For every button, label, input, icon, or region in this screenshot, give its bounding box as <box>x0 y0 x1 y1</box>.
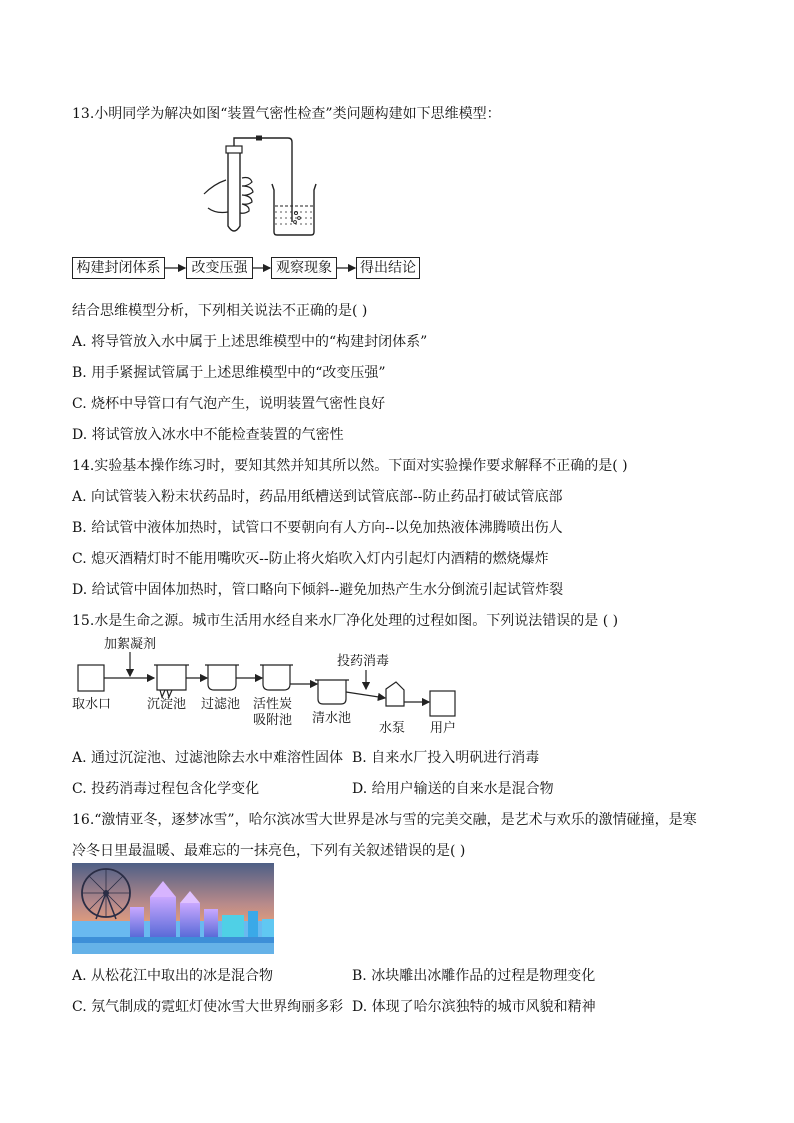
flow-box-observe: 观察现象 <box>271 257 337 279</box>
q15-stem: 15.水是生命之源。城市生活用水经自来水厂净化处理的过程如图。下列说法错误的是 ( ) <box>72 613 619 629</box>
q13-option-a[interactable]: A. 将导管放入水中属于上述思维模型中的“构建封闭体系” <box>72 334 428 350</box>
q16-option-c[interactable]: C. 氖气制成的霓虹灯使冰雪大世界绚丽多彩 <box>72 999 344 1015</box>
label-intake: 取水口 <box>72 697 112 712</box>
q15-option-c[interactable]: C. 投药消毒过程包含化学变化 <box>72 781 260 797</box>
q15-option-a[interactable]: A. 通过沉淀池、过滤池除去水中难溶性固体 <box>72 750 344 766</box>
q13-stem: 13.小明同学为解决如图“装置气密性检查”类问题构建如下思维模型： <box>72 106 501 122</box>
label-add-disinfectant: 投药消毒 <box>337 654 390 669</box>
q14-option-d[interactable]: D. 给试管中固体加热时，管口略向下倾斜--避免加热产生水分倒流引起试管炸裂 <box>72 582 564 598</box>
q14-option-c[interactable]: C. 熄灭酒精灯时不能用嘴吹灭--防止将火焰吹入灯内引起灯内酒精的燃烧爆炸 <box>72 551 549 567</box>
q16-stem-line2: 冷冬日里最温暖、最难忘的一抹亮色，下列有关叙述错误的是( ) <box>72 843 466 859</box>
label-carbon-1: 活性炭 <box>253 697 293 712</box>
q14-stem: 14.实验基本操作练习时，要知其然并知其所以然。下面对实验操作要求解释不正确的是( ) <box>72 458 628 474</box>
label-clear-water: 清水池 <box>312 711 352 726</box>
ice-snow-world-photo <box>72 863 274 954</box>
q13-prompt: 结合思维模型分析，下列相关说法不正确的是( ) <box>72 303 368 319</box>
q15-option-d[interactable]: D. 给用户输送的自来水是混合物 <box>352 781 554 797</box>
q16-stem-line1: 16.“激情亚冬，逐梦冰雪”，哈尔滨冰雪大世界是冰与雪的完美交融，是艺术与欢乐的激情碰撞，是寒 <box>72 812 697 828</box>
q14-option-a[interactable]: A. 向试管装入粉末状药品时，药品用纸槽送到试管底部--防止药品打破试管底部 <box>72 489 563 505</box>
q16-option-a[interactable]: A. 从松花江中取出的冰是混合物 <box>72 968 274 984</box>
label-add-coagulant: 加絮凝剂 <box>104 637 157 652</box>
q13-option-c[interactable]: C. 烧杯中导管口有气泡产生，说明装置气密性良好 <box>72 396 386 412</box>
q16-option-b[interactable]: B. 冰块雕出冰雕作品的过程是物理变化 <box>352 968 596 984</box>
q14-option-b[interactable]: B. 给试管中液体加热时，试管口不要朝向有人方向--以免加热液体沸腾喷出伤人 <box>72 520 563 536</box>
flow-box-build-closed-system: 构建封闭体系 <box>72 257 165 279</box>
label-pump: 水泵 <box>379 721 406 736</box>
label-filtration: 过滤池 <box>201 697 241 712</box>
q13-option-d[interactable]: D. 将试管放入冰水中不能检查装置的气密性 <box>72 427 344 443</box>
q16-option-d[interactable]: D. 体现了哈尔滨独特的城市风貌和精神 <box>352 999 596 1015</box>
flow-box-conclusion: 得出结论 <box>356 257 420 279</box>
q13-option-b[interactable]: B. 用手紧握试管属于上述思维模型中的“改变压强” <box>72 365 386 381</box>
q15-option-b[interactable]: B. 自来水厂投入明矾进行消毒 <box>352 750 540 766</box>
label-carbon-2: 吸附池 <box>253 713 293 728</box>
label-sedimentation: 沉淀池 <box>147 697 187 712</box>
label-user: 用户 <box>430 721 457 736</box>
flow-box-change-pressure: 改变压强 <box>186 257 253 279</box>
